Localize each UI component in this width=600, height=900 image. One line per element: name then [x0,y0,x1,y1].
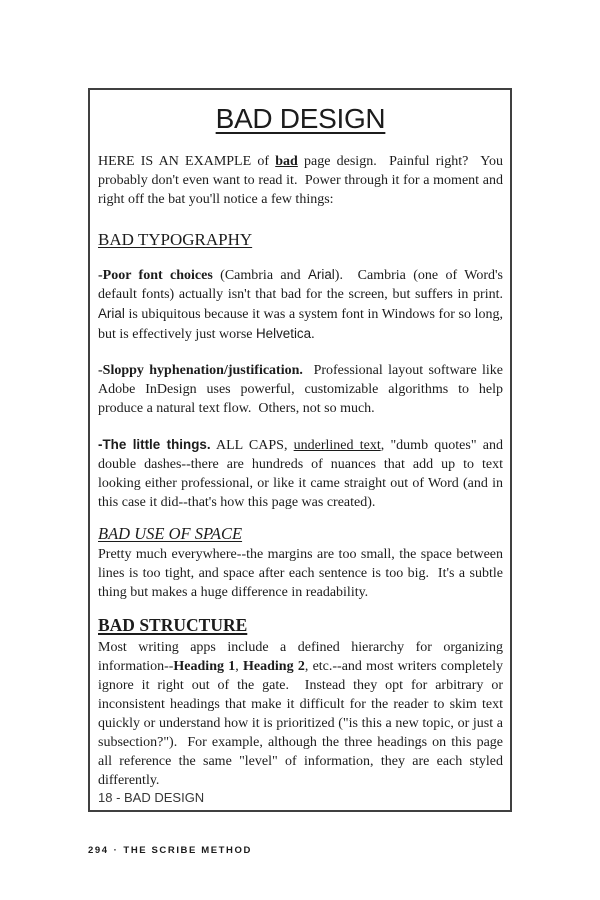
book-page-number: 294 [88,845,109,856]
section-heading-bad-structure: BAD STRUCTURE [98,615,248,635]
example-page-footer: 18 - BAD DESIGN [98,790,205,805]
paragraph-the-little-things: -The little things. ALL CAPS, underlined text, "dumb quotes" and double dashes--there are hundreds of nuances that add up to text looking either professional, or like it came straight out of Word (and in this case it did--that's how this page was created). [98,437,507,510]
section-heading-bad-typography: BAD TYPOGRAPHY [98,230,253,249]
section-heading-bad-use-of-space: BAD USE OF SPACE [98,524,243,543]
paragraph-sloppy-hyphenation: -Sloppy hyphenation/justification. Professional layout software like Adobe InDesign uses powerful, customizable algorithms to help produce a natural text flow. Others, not so much. [98,363,507,416]
paragraph-bad-structure: Most writing apps include a defined hierarchy for organizing information--Heading 1, Heading 2, etc.--and most writers completely ignore it right out of the gate. Instead they opt for arbitrary or inconsistent headings that make it difficult for the reader to skim text quickly or understand how it is prioritized ("is this a new topic, or just a subsection?"). For example, although the three headings on this page all reference the same "level" of information, they are each styled differently. [98,640,507,788]
paragraph-bad-use-of-space: Pretty much everywhere--the margins are too small, the space between lines is too tight, and space after each sentence is too big. It's a subtle thing but makes a huge difference in readability. [98,547,507,600]
example-page-title: BAD DESIGN [215,103,386,134]
intro-paragraph: HERE IS AN EXAMPLE of bad page design. Painful right? You probably don't even want to read it. Power through it for a moment and right off the bat you'll notice a few things: [98,154,507,207]
book-title: THE SCRIBE METHOD [123,845,252,856]
book-footer [88,845,252,856]
example-page-frame [88,88,512,812]
paragraph-poor-font-choices: -Poor font choices (Cambria and Arial). Cambria (one of Word's default fonts) actually isn't that bad for the screen, but suffers in print. Arial is ubiquitous because it was a system font in Windows for so long, but is effectively just worse Helvetica. [98,267,510,342]
footer-separator-dot: · [113,845,119,856]
